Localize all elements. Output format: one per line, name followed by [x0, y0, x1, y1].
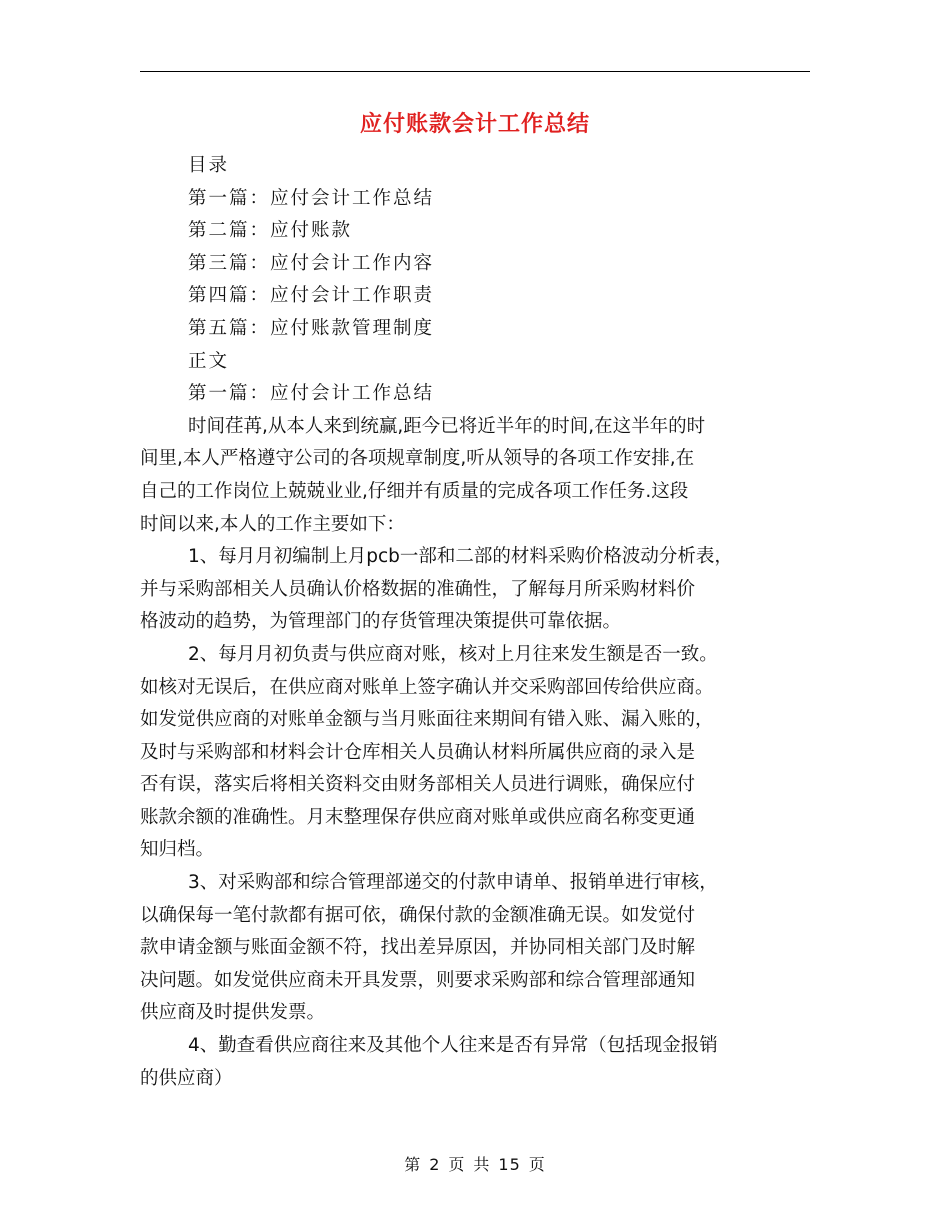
body-line: 时间荏苒,从本人来到统赢,距今已将近半年的时间,在这半年的时	[188, 415, 706, 437]
header-rule	[140, 71, 810, 72]
footer-current-page: 2	[429, 1155, 441, 1174]
footer-page-word: 页	[448, 1155, 466, 1174]
body-line: 如核对无误后，在供应商对账单上签字确认并交采购部回传给供应商。	[140, 676, 714, 698]
body-line: 供应商及时提供发票。	[140, 1002, 326, 1024]
body-line: 3、对采购部和综合管理部递交的付款申请单、报销单进行审核，	[188, 872, 718, 894]
body-line: 2、每月月初负责与供应商对账，核对上月往来发生额是否一致。	[188, 643, 718, 665]
footer-total-prefix: 共	[473, 1155, 491, 1174]
toc-heading: 目录	[188, 155, 230, 176]
body-line: 格波动的趋势，为管理部门的存货管理决策提供可靠依据。	[140, 611, 622, 633]
body-line: 如发觉供应商的对账单金额与当月账面往来期间有错入账、漏入账的，	[140, 709, 714, 731]
body-line: 决问题。如发觉供应商未开具发票，则要求采购部和综合管理部通知	[140, 969, 696, 991]
document-title: 应付账款会计工作总结	[359, 112, 590, 137]
body-line: 的供应商）	[140, 1067, 233, 1089]
body-line: 否有误，落实后将相关资料交由财务部相关人员进行调账，确保应付	[140, 774, 696, 796]
footer-total-pages: 15	[498, 1155, 521, 1174]
footer-page-prefix: 第	[404, 1155, 422, 1174]
body-paragraphs	[140, 411, 810, 1095]
toc-item-5: 第五篇：应付账款管理制度	[188, 317, 435, 339]
toc-item-2: 第二篇：应付账款	[188, 220, 353, 242]
document-content	[140, 150, 810, 1095]
body-line: 时间以来,本人的工作主要如下：	[140, 513, 405, 535]
body-line: 及时与采购部和材料会计仓库相关人员确认材料所属供应商的录入是	[140, 741, 696, 763]
body-line: 并与采购部相关人员确认价格数据的准确性，了解每月所采购材料价	[140, 578, 696, 600]
body-line: 知归档。	[140, 839, 215, 861]
body-line: 以确保每一笔付款都有据可依，确保付款的金额准确无误。如发觉付	[140, 904, 696, 926]
toc-item-4: 第四篇：应付会计工作职责	[188, 285, 435, 307]
toc-item-1: 第一篇：应付会计工作总结	[188, 187, 435, 209]
page-footer	[0, 1152, 950, 1175]
body-line: 自己的工作岗位上兢兢业业,仔细并有质量的完成各项工作任务.这段	[140, 480, 689, 502]
body-line: 间里,本人严格遵守公司的各项规章制度,听从领导的各项工作安排,在	[140, 448, 695, 470]
body-line: 账款余额的准确性。月末整理保存供应商对账单或供应商名称变更通	[140, 806, 696, 828]
body-heading: 正文	[188, 350, 230, 372]
footer-total-suffix: 页	[528, 1155, 546, 1174]
body-line: 4、勤查看供应商往来及其他个人往来是否有异常（包括现金报销	[188, 1035, 718, 1057]
section-title: 第一篇：应付会计工作总结	[188, 383, 435, 405]
body-line: 款申请金额与账面金额不符，找出差异原因，并协同相关部门及时解	[140, 937, 696, 959]
body-line: 1、每月月初编制上月pcb一部和二部的材料采购价格波动分析表，	[188, 546, 733, 568]
toc-item-3: 第三篇：应付会计工作内容	[188, 252, 435, 274]
